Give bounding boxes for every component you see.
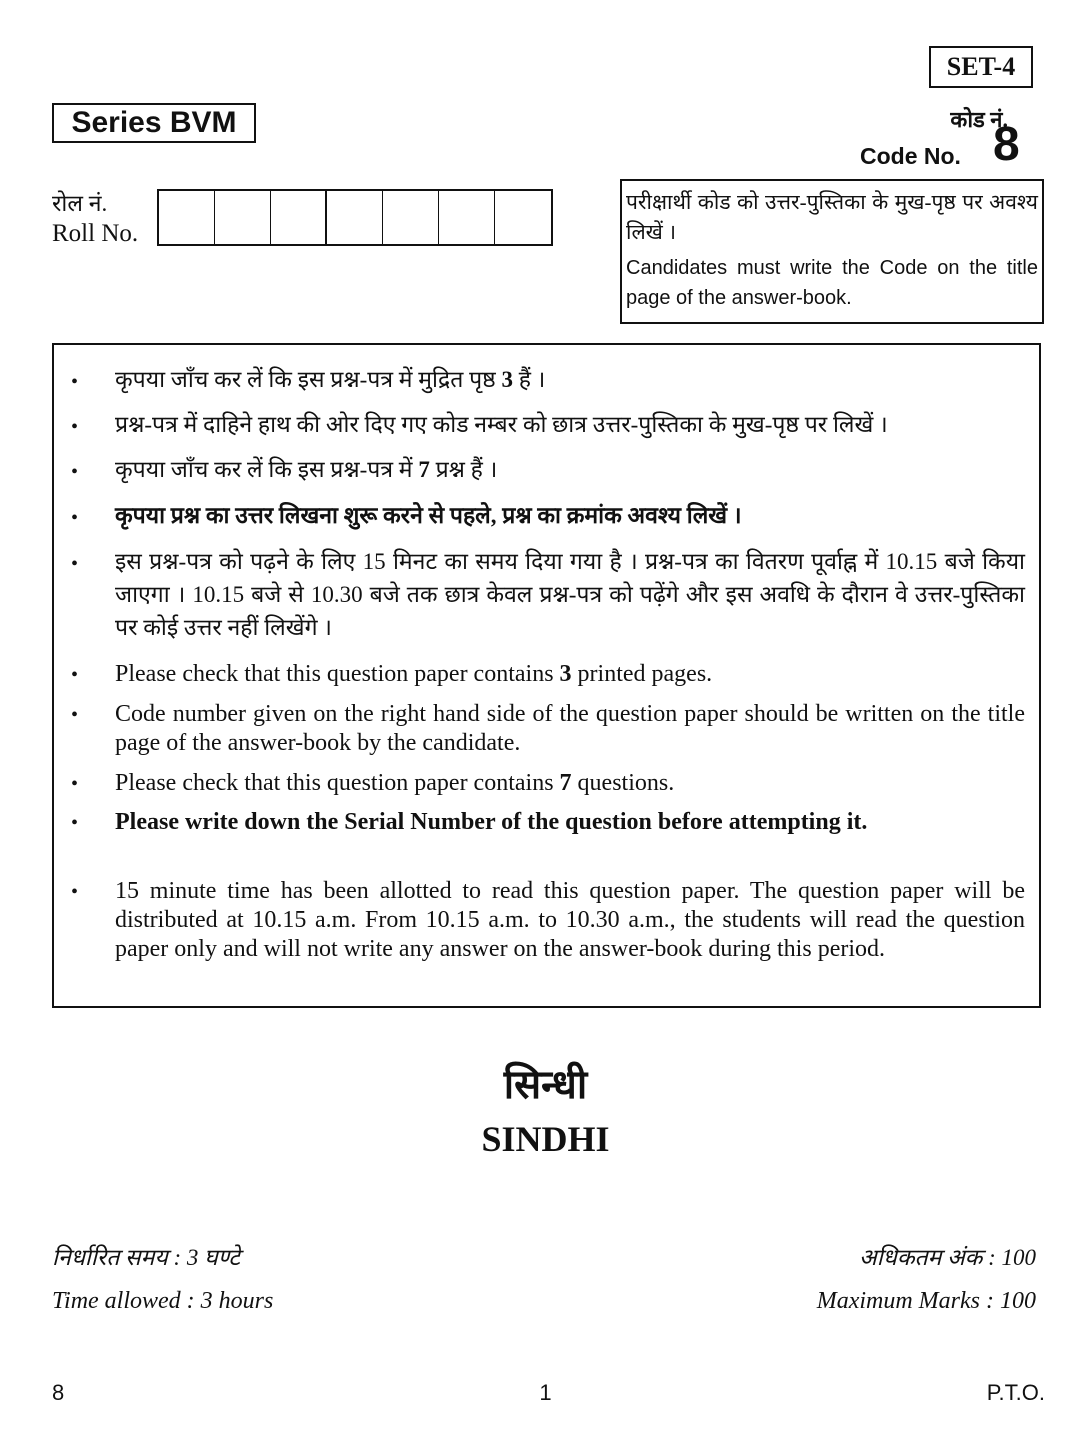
instruction-text: कृपया जाँच कर लें कि इस प्रश्न-पत्र में 7 प्रश्न हैं । bbox=[115, 457, 498, 482]
bullet: • bbox=[71, 881, 79, 903]
bullet: • bbox=[71, 704, 79, 726]
bullet: • bbox=[71, 664, 79, 686]
subject-title-hindi: सिन्धी bbox=[503, 1062, 588, 1107]
roll-cell bbox=[271, 191, 327, 244]
instruction-text: 15 minute time has been allotted to read this question paper. The question paper will be distributed at 10.15 a.m. From 10.15 a.m. to 10.30 a.m., the students will read the question paper only and will not write any answer on the answer-book during this period. bbox=[115, 878, 1025, 962]
instruction-text: Code number given on the right hand side of the question paper should be written on the title page of the answer-book by the candidate. bbox=[115, 701, 1025, 756]
bullet: • bbox=[71, 461, 79, 483]
time-allowed-english: Time allowed : 3 hours bbox=[52, 1288, 274, 1314]
bullet: • bbox=[71, 416, 79, 438]
series-label: Series BVM bbox=[52, 103, 256, 143]
instruction-text: Please check that this question paper contains 3 printed pages. bbox=[115, 661, 713, 687]
instruction-text: इस प्रश्न-पत्र को पढ़ने के लिए 15 मिनट का समय दिया गया है । प्रश्न-पत्र का वितरण पूर्वाह्न में 10.15 बजे किया जाएगा । 10.15 बजे से 10.30 बजे तक छात्र केवल प्रश्न-पत्र को पढ़ेंगे और इस अवधि के दौरान वे उत्तर-पुस्तिका पर कोई उत्तर नहीं लिखेंगे । bbox=[115, 549, 1025, 640]
code-number: 8 bbox=[993, 118, 1020, 171]
instruction-text: कृपया जाँच कर लें कि इस प्रश्न-पत्र में मुद्रित पृष्ठ 3 हैं । bbox=[115, 367, 546, 392]
candidate-code-note bbox=[620, 179, 1044, 324]
roll-label-hindi: रोल नं. bbox=[52, 191, 108, 216]
code-label-english: Code No. bbox=[860, 143, 961, 169]
footer-code: 8 bbox=[52, 1380, 65, 1405]
instruction-text: Please write down the Serial Number of the question before attempting it. bbox=[115, 809, 868, 835]
pto-label: P.T.O. bbox=[986, 1380, 1045, 1405]
page-number: 1 bbox=[539, 1380, 552, 1405]
instruction-text: प्रश्न-पत्र में दाहिने हाथ की ओर दिए गए कोड नम्बर को छात्र उत्तर-पुस्तिका के मुख-पृष्ठ पर लिखें । bbox=[115, 412, 888, 437]
subject-title-english: SINDHI bbox=[481, 1119, 610, 1159]
roll-cell bbox=[159, 191, 215, 244]
roll-number-grid bbox=[157, 189, 553, 246]
bullet: • bbox=[71, 371, 79, 393]
max-marks-hindi: अधिकतम अंक : 100 bbox=[859, 1245, 1036, 1270]
bullet: • bbox=[71, 812, 79, 834]
max-marks-english: Maximum Marks : 100 bbox=[816, 1288, 1036, 1314]
roll-cell bbox=[495, 191, 551, 244]
roll-cell bbox=[383, 191, 439, 244]
bullet: • bbox=[71, 553, 79, 575]
bullet: • bbox=[71, 507, 79, 529]
bullet: • bbox=[71, 773, 79, 795]
candidate-note-english: Candidates must write the Code on the title page of the answer-book. bbox=[626, 257, 1038, 309]
roll-label-english: Roll No. bbox=[52, 220, 139, 247]
roll-cell bbox=[327, 191, 383, 244]
time-allowed-hindi: निर्धारित समय : 3 घण्टे bbox=[52, 1245, 240, 1270]
candidate-note-hindi: परीक्षार्थी कोड को उत्तर-पुस्तिका के मुख-पृष्ठ पर अवश्य लिखें । bbox=[626, 190, 1038, 244]
set-label: SET-4 bbox=[929, 46, 1033, 88]
instructions-box bbox=[52, 343, 1041, 1008]
instruction-text: कृपया प्रश्न का उत्तर लिखना शुरू करने से पहले, प्रश्न का क्रमांक अवश्य लिखें । bbox=[115, 503, 742, 528]
instruction-text: Please check that this question paper contains 7 questions. bbox=[115, 770, 675, 796]
roll-cell bbox=[215, 191, 271, 244]
roll-cell bbox=[439, 191, 495, 244]
code-label-hindi: कोड नं. bbox=[950, 107, 1008, 132]
